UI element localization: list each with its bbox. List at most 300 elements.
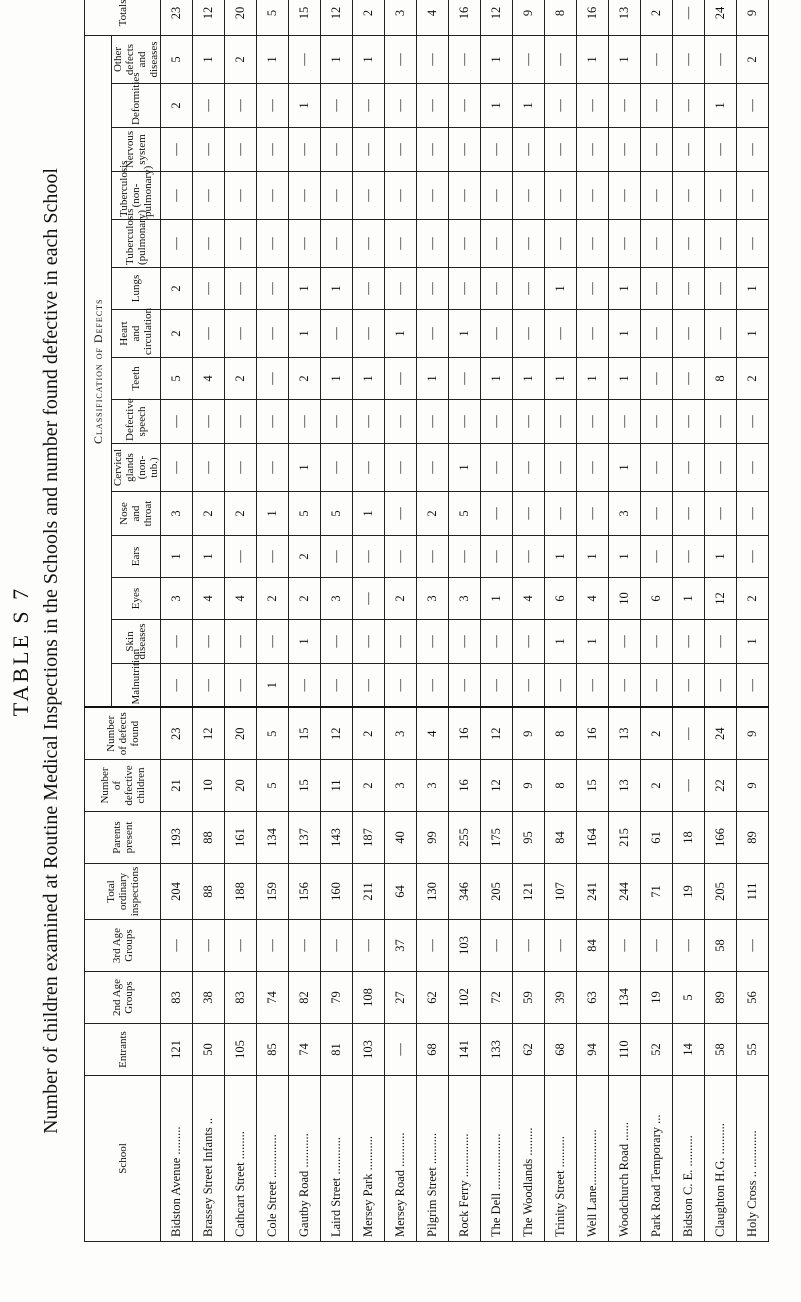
cell-second: 102: [449, 972, 481, 1024]
cell-school: Mersey Park ...........: [353, 1076, 385, 1242]
cell-totals: 23: [161, 0, 193, 35]
table-body: [161, 0, 769, 1242]
header-entrants: Entrants: [85, 1024, 161, 1076]
header-skin-diseases: Skin diseases: [112, 620, 161, 664]
cell-deformities: —: [449, 84, 481, 128]
cell-parents: 175: [481, 812, 513, 864]
cell-parents: 143: [321, 812, 353, 864]
cell-teeth: —: [641, 358, 673, 400]
cell-eyes: 4: [193, 578, 225, 620]
cell-nose: —: [737, 492, 769, 536]
table-container: [84, 0, 769, 1242]
cell-totals: 2: [353, 0, 385, 35]
cell-nose: —: [641, 492, 673, 536]
cell-defective: 15: [577, 760, 609, 812]
cell-parents: 137: [289, 812, 321, 864]
cell-malnutrition: —: [353, 664, 385, 708]
cell-nose: —: [481, 492, 513, 536]
cell-total: 19: [673, 864, 705, 920]
cell-teeth: 1: [545, 358, 577, 400]
cell-speech: —: [385, 400, 417, 444]
cell-skin: —: [641, 620, 673, 664]
table-row: [161, 0, 193, 1242]
cell-parents: 193: [161, 812, 193, 864]
cell-malnutrition: —: [161, 664, 193, 708]
cell-nose: 5: [321, 492, 353, 536]
cell-parents: 161: [225, 812, 257, 864]
cell-skin: 1: [289, 620, 321, 664]
cell-eyes: 3: [449, 578, 481, 620]
cell-malnutrition: 1: [257, 664, 289, 708]
cell-defects: 5: [257, 708, 289, 760]
cell-other: 1: [609, 35, 641, 83]
cell-deformities: —: [417, 84, 449, 128]
cell-tbp: —: [481, 220, 513, 268]
cell-skin: 1: [577, 620, 609, 664]
cell-defective: 15: [289, 760, 321, 812]
cell-other: 1: [193, 35, 225, 83]
cell-speech: —: [257, 400, 289, 444]
cell-totals: 15: [289, 0, 321, 35]
cell-teeth: 2: [225, 358, 257, 400]
cell-skin: 1: [737, 620, 769, 664]
header-defective-children: Number of defective children: [85, 760, 161, 812]
cell-ears: —: [417, 536, 449, 578]
cell-third: —: [417, 920, 449, 972]
cell-nose: 5: [449, 492, 481, 536]
cell-ears: —: [673, 536, 705, 578]
cell-totals: 12: [193, 0, 225, 35]
cell-glands: —: [193, 444, 225, 492]
cell-defective: 3: [417, 760, 449, 812]
cell-malnutrition: —: [673, 664, 705, 708]
cell-second: 89: [705, 972, 737, 1024]
cell-total: 204: [161, 864, 193, 920]
cell-teeth: 1: [417, 358, 449, 400]
cell-school: The Dell ..................: [481, 1076, 513, 1242]
cell-deformities: —: [641, 84, 673, 128]
cell-skin: —: [353, 620, 385, 664]
cell-nervous: —: [257, 128, 289, 172]
header-heart: Heart and circulation: [112, 310, 161, 358]
cell-heart: 1: [449, 310, 481, 358]
cell-second: 59: [513, 972, 545, 1024]
cell-defects: 15: [289, 708, 321, 760]
cell-tbp: —: [417, 220, 449, 268]
cell-ears: —: [513, 536, 545, 578]
cell-total: 130: [417, 864, 449, 920]
cell-defective: 9: [513, 760, 545, 812]
cell-lungs: —: [449, 268, 481, 310]
cell-heart: 2: [161, 310, 193, 358]
cell-other: —: [417, 35, 449, 83]
cell-nose: 2: [417, 492, 449, 536]
cell-skin: —: [417, 620, 449, 664]
cell-defective: 2: [641, 760, 673, 812]
cell-speech: —: [513, 400, 545, 444]
cell-totals: 9: [737, 0, 769, 35]
cell-ears: —: [481, 536, 513, 578]
header-nervous-system: Nervous system: [112, 128, 161, 172]
cell-deformities: —: [673, 84, 705, 128]
cell-malnutrition: —: [577, 664, 609, 708]
cell-total: 188: [225, 864, 257, 920]
cell-school: Bidston C. E. ..........: [673, 1076, 705, 1242]
cell-nervous: —: [577, 128, 609, 172]
cell-eyes: 3: [417, 578, 449, 620]
cell-heart: 1: [737, 310, 769, 358]
cell-defects: 23: [161, 708, 193, 760]
cell-glands: 1: [449, 444, 481, 492]
cell-speech: —: [321, 400, 353, 444]
cell-eyes: 3: [321, 578, 353, 620]
table-row: [673, 0, 705, 1242]
cell-lungs: —: [481, 268, 513, 310]
cell-third: —: [161, 920, 193, 972]
cell-lungs: —: [353, 268, 385, 310]
cell-parents: 84: [545, 812, 577, 864]
cell-third: 84: [577, 920, 609, 972]
cell-defects: 9: [513, 708, 545, 760]
cell-teeth: —: [385, 358, 417, 400]
cell-heart: —: [225, 310, 257, 358]
cell-lungs: 1: [545, 268, 577, 310]
cell-ears: —: [641, 536, 673, 578]
cell-deformities: —: [609, 84, 641, 128]
cell-deformities: —: [545, 84, 577, 128]
cell-teeth: 1: [321, 358, 353, 400]
cell-total: 159: [257, 864, 289, 920]
cell-deformities: —: [385, 84, 417, 128]
cell-lungs: 1: [321, 268, 353, 310]
cell-other: 1: [481, 35, 513, 83]
cell-total: 346: [449, 864, 481, 920]
cell-defects: 3: [385, 708, 417, 760]
cell-lungs: —: [641, 268, 673, 310]
table-subtitle: Number of children examined at Routine Medical Inspections in the Schools and number found defective in each School: [40, 168, 62, 1134]
cell-defects: 16: [577, 708, 609, 760]
cell-deformities: —: [225, 84, 257, 128]
cell-tbp: —: [609, 220, 641, 268]
cell-lungs: 1: [289, 268, 321, 310]
cell-tbn: —: [609, 172, 641, 220]
cell-parents: 166: [705, 812, 737, 864]
cell-glands: —: [417, 444, 449, 492]
cell-malnutrition: —: [609, 664, 641, 708]
cell-defects: 2: [353, 708, 385, 760]
cell-defects: 20: [225, 708, 257, 760]
cell-teeth: —: [673, 358, 705, 400]
cell-heart: —: [705, 310, 737, 358]
cell-deformities: —: [737, 84, 769, 128]
cell-third: —: [513, 920, 545, 972]
cell-skin: —: [321, 620, 353, 664]
table-row: [417, 0, 449, 1242]
cell-defects: 8: [545, 708, 577, 760]
cell-deformities: —: [321, 84, 353, 128]
cell-school: Brassey Street Infants ..: [193, 1076, 225, 1242]
cell-teeth: 4: [193, 358, 225, 400]
header-other-defects: Other defects and diseases: [112, 35, 161, 83]
cell-second: 19: [641, 972, 673, 1024]
cell-glands: —: [673, 444, 705, 492]
cell-eyes: 2: [385, 578, 417, 620]
cell-entrants: 50: [193, 1024, 225, 1076]
cell-speech: —: [481, 400, 513, 444]
cell-teeth: 2: [737, 358, 769, 400]
cell-tbn: —: [289, 172, 321, 220]
cell-deformities: —: [577, 84, 609, 128]
cell-defective: 20: [225, 760, 257, 812]
cell-other: 1: [353, 35, 385, 83]
cell-eyes: —: [353, 578, 385, 620]
table-row: [609, 0, 641, 1242]
cell-glands: —: [161, 444, 193, 492]
cell-lungs: 1: [737, 268, 769, 310]
cell-nervous: —: [737, 128, 769, 172]
cell-school: Claughton H.G. ..........: [705, 1076, 737, 1242]
cell-defective: 5: [257, 760, 289, 812]
cell-totals: 12: [321, 0, 353, 35]
cell-defective: 16: [449, 760, 481, 812]
cell-ears: 1: [609, 536, 641, 578]
cell-eyes: 2: [737, 578, 769, 620]
cell-parents: 255: [449, 812, 481, 864]
cell-lungs: —: [513, 268, 545, 310]
header-total-ordinary: Total ordinary inspections: [85, 864, 161, 920]
cell-tbp: —: [321, 220, 353, 268]
cell-totals: 24: [705, 0, 737, 35]
cell-eyes: 4: [577, 578, 609, 620]
header-totals: Totals: [85, 0, 161, 35]
cell-nervous: —: [481, 128, 513, 172]
cell-lungs: —: [385, 268, 417, 310]
cell-nervous: —: [641, 128, 673, 172]
cell-eyes: 1: [481, 578, 513, 620]
cell-school: Cathcart Street .........: [225, 1076, 257, 1242]
cell-total: 107: [545, 864, 577, 920]
cell-total: 111: [737, 864, 769, 920]
cell-entrants: 121: [161, 1024, 193, 1076]
cell-eyes: 10: [609, 578, 641, 620]
cell-malnutrition: —: [449, 664, 481, 708]
header-defective-speech: Defective speech: [112, 400, 161, 444]
cell-defects: 24: [705, 708, 737, 760]
cell-third: —: [609, 920, 641, 972]
cell-eyes: 2: [289, 578, 321, 620]
cell-totals: 16: [577, 0, 609, 35]
cell-heart: 1: [609, 310, 641, 358]
cell-totals: 8: [545, 0, 577, 35]
cell-tbn: —: [737, 172, 769, 220]
cell-tbp: —: [193, 220, 225, 268]
cell-teeth: 1: [577, 358, 609, 400]
cell-totals: 4: [417, 0, 449, 35]
cell-tbp: —: [225, 220, 257, 268]
cell-other: 1: [257, 35, 289, 83]
cell-glands: —: [705, 444, 737, 492]
cell-malnutrition: —: [289, 664, 321, 708]
cell-teeth: 2: [289, 358, 321, 400]
header-ears: Ears: [112, 536, 161, 578]
cell-heart: —: [545, 310, 577, 358]
header-parents-present: Parents present: [85, 812, 161, 864]
table-row: [193, 0, 225, 1242]
cell-tbn: —: [385, 172, 417, 220]
cell-malnutrition: —: [737, 664, 769, 708]
cell-defects: 12: [481, 708, 513, 760]
cell-second: 79: [321, 972, 353, 1024]
cell-entrants: 62: [513, 1024, 545, 1076]
header-malnutrition: Malnutrition: [112, 664, 161, 708]
cell-lungs: —: [225, 268, 257, 310]
cell-heart: 1: [289, 310, 321, 358]
cell-defective: 2: [353, 760, 385, 812]
cell-totals: 9: [513, 0, 545, 35]
cell-glands: —: [737, 444, 769, 492]
cell-school: Woodchurch Road ......: [609, 1076, 641, 1242]
cell-defects: 12: [321, 708, 353, 760]
cell-ears: 1: [193, 536, 225, 578]
cell-heart: —: [417, 310, 449, 358]
cell-tbn: —: [257, 172, 289, 220]
cell-speech: —: [577, 400, 609, 444]
table-row: [481, 0, 513, 1242]
cell-skin: —: [481, 620, 513, 664]
cell-nose: —: [513, 492, 545, 536]
cell-skin: —: [705, 620, 737, 664]
header-second-age-group: 2nd Age Groups: [85, 972, 161, 1024]
cell-heart: —: [321, 310, 353, 358]
header-teeth: Teeth: [112, 358, 161, 400]
cell-heart: —: [641, 310, 673, 358]
cell-malnutrition: —: [417, 664, 449, 708]
cell-skin: —: [609, 620, 641, 664]
cell-school: Rock Ferry ..............: [449, 1076, 481, 1242]
table-row: [385, 0, 417, 1242]
cell-school: Gautby Road ...........: [289, 1076, 321, 1242]
cell-deformities: 1: [513, 84, 545, 128]
header-lungs: Lungs: [112, 268, 161, 310]
cell-entrants: 105: [225, 1024, 257, 1076]
cell-school: Holy Cross .. ............: [737, 1076, 769, 1242]
cell-lungs: 1: [609, 268, 641, 310]
cell-lungs: —: [193, 268, 225, 310]
cell-tbn: —: [193, 172, 225, 220]
cell-deformities: 2: [161, 84, 193, 128]
cell-eyes: 4: [513, 578, 545, 620]
cell-lungs: 2: [161, 268, 193, 310]
cell-parents: 89: [737, 812, 769, 864]
cell-skin: —: [161, 620, 193, 664]
cell-eyes: 12: [705, 578, 737, 620]
header-third-age-group: 3rd Age Groups: [85, 920, 161, 972]
cell-glands: —: [225, 444, 257, 492]
cell-ears: —: [737, 536, 769, 578]
cell-totals: 16: [449, 0, 481, 35]
cell-tbp: —: [737, 220, 769, 268]
cell-third: —: [545, 920, 577, 972]
cell-ears: 1: [705, 536, 737, 578]
cell-third: —: [481, 920, 513, 972]
cell-entrants: 52: [641, 1024, 673, 1076]
cell-lungs: —: [577, 268, 609, 310]
cell-tbn: —: [449, 172, 481, 220]
cell-tbn: —: [577, 172, 609, 220]
cell-defects: 13: [609, 708, 641, 760]
cell-third: —: [641, 920, 673, 972]
cell-total: 64: [385, 864, 417, 920]
cell-nervous: —: [609, 128, 641, 172]
cell-malnutrition: —: [545, 664, 577, 708]
cell-entrants: 110: [609, 1024, 641, 1076]
cell-totals: 5: [257, 0, 289, 35]
cell-parents: 99: [417, 812, 449, 864]
cell-teeth: 1: [353, 358, 385, 400]
cell-speech: —: [289, 400, 321, 444]
cell-totals: 2: [641, 0, 673, 35]
cell-eyes: 6: [641, 578, 673, 620]
cell-nose: 3: [609, 492, 641, 536]
cell-third: 103: [449, 920, 481, 972]
cell-speech: —: [353, 400, 385, 444]
cell-speech: —: [225, 400, 257, 444]
cell-speech: —: [737, 400, 769, 444]
cell-lungs: —: [257, 268, 289, 310]
cell-defects: 2: [641, 708, 673, 760]
cell-skin: —: [673, 620, 705, 664]
cell-defective: 9: [737, 760, 769, 812]
cell-tbn: —: [481, 172, 513, 220]
cell-totals: 3: [385, 0, 417, 35]
cell-other: 2: [225, 35, 257, 83]
cell-defective: —: [673, 760, 705, 812]
cell-nose: —: [385, 492, 417, 536]
cell-glands: —: [353, 444, 385, 492]
cell-nervous: —: [193, 128, 225, 172]
cell-entrants: 14: [673, 1024, 705, 1076]
cell-defects: 4: [417, 708, 449, 760]
cell-total: 160: [321, 864, 353, 920]
cell-tbn: —: [353, 172, 385, 220]
cell-skin: —: [225, 620, 257, 664]
cell-tbn: —: [641, 172, 673, 220]
cell-second: 82: [289, 972, 321, 1024]
cell-nervous: —: [161, 128, 193, 172]
cell-tbp: —: [513, 220, 545, 268]
cell-glands: —: [545, 444, 577, 492]
cell-parents: 134: [257, 812, 289, 864]
cell-third: —: [353, 920, 385, 972]
cell-deformities: 1: [705, 84, 737, 128]
header-deformities: Deformities: [112, 84, 161, 128]
cell-glands: —: [641, 444, 673, 492]
cell-third: —: [257, 920, 289, 972]
cell-tbp: —: [545, 220, 577, 268]
cell-tbn: —: [513, 172, 545, 220]
cell-tbn: —: [417, 172, 449, 220]
cell-entrants: 68: [545, 1024, 577, 1076]
header-tb-pulmonary: Tuberculosis (pulmonary): [112, 220, 161, 268]
cell-parents: 164: [577, 812, 609, 864]
cell-speech: —: [545, 400, 577, 444]
cell-other: —: [705, 35, 737, 83]
cell-speech: —: [161, 400, 193, 444]
cell-deformities: —: [193, 84, 225, 128]
cell-second: 5: [673, 972, 705, 1024]
cell-parents: 88: [193, 812, 225, 864]
cell-other: 1: [321, 35, 353, 83]
